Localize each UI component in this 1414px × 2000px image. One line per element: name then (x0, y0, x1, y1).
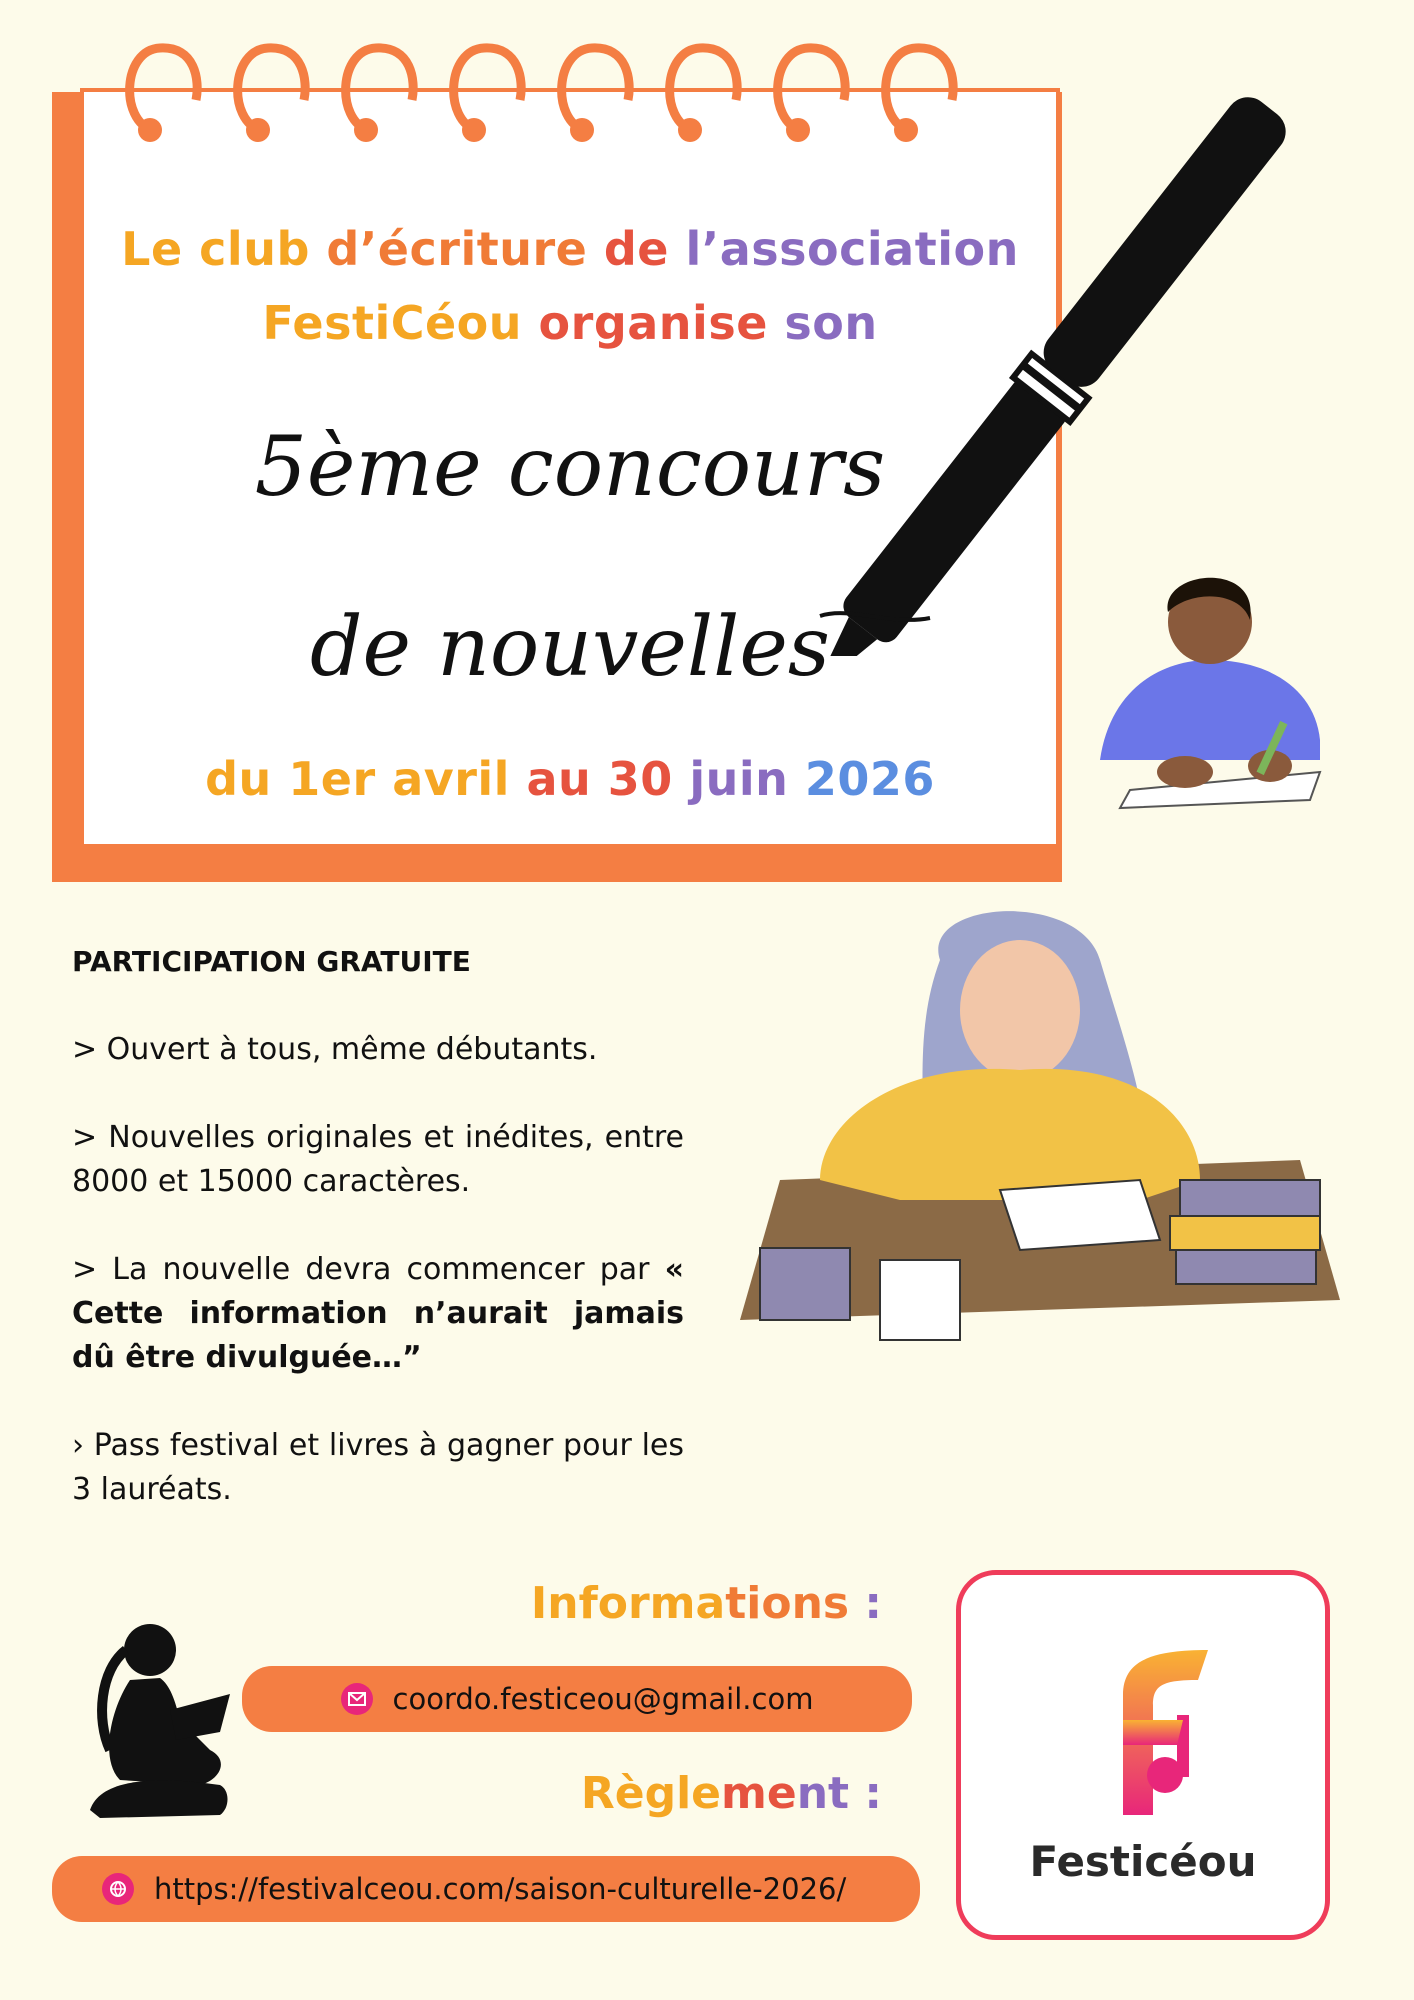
line1-segment: Le club (121, 222, 327, 276)
dates-segment: juin (689, 752, 805, 806)
festiceou-logo-text: Festicéou (1029, 1837, 1257, 1886)
reglement-title: Règlement : (580, 1768, 882, 1819)
line1-segment: l’association (685, 222, 1019, 276)
contest-title-line-1: 5ème concours (254, 420, 886, 515)
boy-writing-illustration (1090, 560, 1330, 810)
participation-title: PARTICIPATION GRATUITE (72, 945, 471, 978)
festiceou-logo-icon (1083, 1645, 1213, 1815)
line1-segment: d’écriture (326, 222, 604, 276)
informations-title: Informations : (530, 1578, 882, 1629)
opening-sentence-quote: « Cette information n’aurait jamais dû être divulguée…” (72, 1252, 684, 1375)
contest-title-line-2: de nouvelles (310, 600, 830, 695)
dates-segment: 2026 (804, 752, 935, 806)
opening-sentence-prefix: > La nouvelle devra commencer par (72, 1252, 650, 1287)
contest-details (72, 940, 684, 1556)
line2-segment: son (784, 296, 878, 350)
line2-segment: organise (538, 296, 785, 350)
email-pill[interactable] (242, 1666, 912, 1732)
girl-studying-illustration (740, 900, 1360, 1360)
line2-segment: FestiCéou (262, 296, 539, 350)
detail-length: > Nouvelles originales et inédites, entre 8000 et 15000 caractères. (72, 1120, 684, 1199)
rules-url[interactable]: https://festivalceou.com/saison-culturelle-2026/ (154, 1872, 847, 1906)
dates-segment: du 1er avril (205, 752, 527, 806)
mail-icon (341, 1683, 373, 1715)
rules-url-pill[interactable] (52, 1856, 920, 1922)
line1-segment: de (603, 222, 686, 276)
detail-opening-sentence (72, 1248, 684, 1380)
contest-dates (100, 752, 1040, 806)
globe-icon (102, 1873, 134, 1905)
detail-prizes: › Pass festival et livres à gagner pour les 3 lauréats. (72, 1428, 684, 1507)
festiceou-logo-card (956, 1570, 1330, 1940)
dates-segment: au 30 (526, 752, 690, 806)
detail-open-to-all: > Ouvert à tous, même débutants. (72, 1032, 598, 1067)
reading-girl-silhouette (80, 1610, 240, 1820)
email-address[interactable]: coordo.festiceou@gmail.com (392, 1682, 814, 1716)
